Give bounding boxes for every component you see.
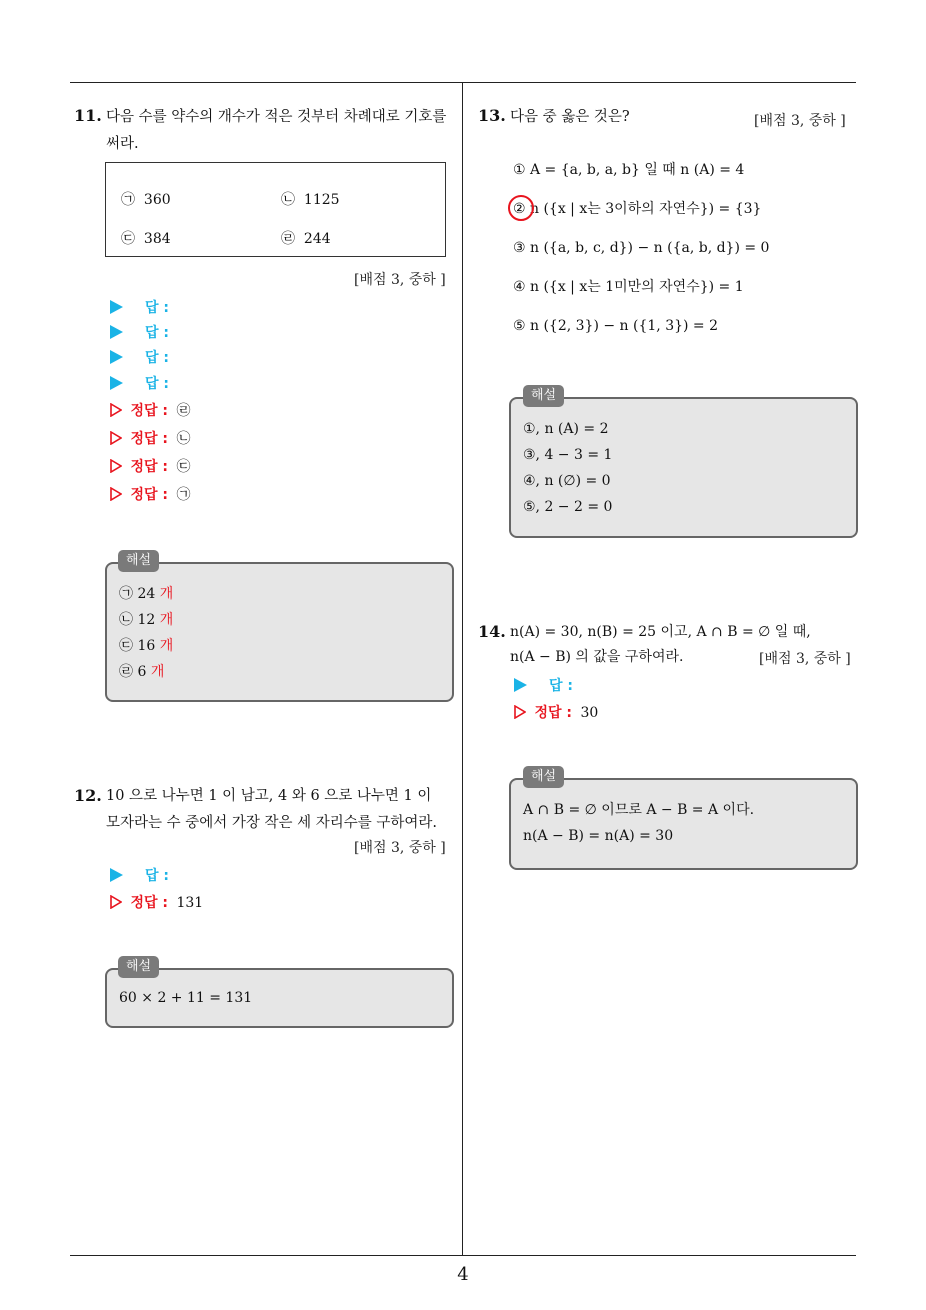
top-rule [70,82,856,83]
triangle-outline-icon [110,431,122,445]
correct-answer-row: 정답 : ㉡ [110,428,190,450]
correct-answer-row: 정답 : 30 [514,702,598,724]
question-text: 모자라는 수 중에서 가장 작은 세 자리수를 구하여라. [106,815,438,831]
correct-answer-row: 정답 : ㉠ [110,484,190,506]
question-text: 다음 중 옳은 것은? [510,109,630,125]
option-4[interactable]: ④ n ({x | x는 1미만의 자연수}) = 1 [513,279,744,295]
question-text: 다음 수를 약수의 개수가 적은 것부터 차례대로 기호를 [106,109,447,125]
explanation-tag: 해설 [523,385,564,407]
question-number: 11. [74,106,102,125]
explanation-line: n(A − B) = n(A) = 30 [523,828,674,844]
answer-row[interactable]: 답 : [110,373,169,395]
triangle-icon [110,868,123,882]
triangle-icon [514,678,527,692]
question-number: 12. [74,786,102,805]
answer-row[interactable]: 답 : [110,297,169,319]
choices-box [105,162,446,257]
explanation-line: ①, n (A) = 2 [523,421,609,437]
question-number: 14. [478,622,506,641]
question-text: n(A) = 30, n(B) = 25 이고, A ∩ B = ∅ 일 때, [510,624,811,640]
explanation-line: A ∩ B = ∅ 이므로 A − B = A 이다. [523,802,755,818]
answer-row[interactable]: 답 : [110,347,169,369]
option-2[interactable]: ② n ({x | x는 3이하의 자연수}) = {3} [513,201,762,217]
choice-d: ㉣ 244 [281,231,331,247]
question-text: 써라. [106,136,139,152]
explanation-line: ㉣ 6 개 [119,664,165,680]
explanation-box [105,968,454,1028]
answer-row[interactable]: 답 : [110,322,169,344]
triangle-outline-icon [110,895,122,909]
triangle-icon [110,325,123,339]
triangle-outline-icon [110,459,122,473]
question-text: 10 으로 나누면 1 이 남고, 4 와 6 으로 나누면 1 이 [106,788,432,804]
score-label: [배점 3, 중하 ] [354,272,446,288]
triangle-outline-icon [514,705,526,719]
question-number: 13. [478,106,506,125]
correct-answer-row: 정답 : ㉢ [110,456,190,478]
option-3[interactable]: ③ n ({a, b, c, d}) − n ({a, b, d}) = 0 [513,240,770,256]
explanation-line: ⑤, 2 − 2 = 0 [523,499,613,515]
choice-b: ㉡ 1125 [281,192,340,208]
explanation-tag: 해설 [118,956,159,978]
explanation-tag: 해설 [118,550,159,572]
score-label: [배점 3, 중하 ] [354,840,446,856]
explanation-line: ㉡ 12 개 [119,612,174,628]
correct-answer-row: 정답 : 131 [110,892,203,914]
explanation-line: ㉠ 24 개 [119,586,174,602]
explanation-tag: 해설 [523,766,564,788]
explanation-line: ③, 4 − 3 = 1 [523,447,613,463]
triangle-outline-icon [110,403,122,417]
triangle-icon [110,300,123,314]
explanation-line: ④, n (∅) = 0 [523,473,611,489]
explanation-box [509,397,858,538]
answer-row[interactable]: 답 : [514,675,573,697]
score-label: [배점 3, 중하 ] [754,113,846,129]
explanation-line: ㉢ 16 개 [119,638,174,654]
explanation-line: 60 × 2 + 11 = 131 [119,990,253,1006]
triangle-icon [110,376,123,390]
option-5[interactable]: ⑤ n ({2, 3}) − n ({1, 3}) = 2 [513,318,719,334]
triangle-outline-icon [110,487,122,501]
answer-row[interactable]: 답 : [110,865,169,887]
option-1[interactable]: ① A = {a, b, a, b} 일 때 n (A) = 4 [513,162,745,178]
selected-option-circle [508,195,534,221]
triangle-icon [110,350,123,364]
choice-c: ㉢ 384 [121,231,171,247]
bottom-rule [70,1255,856,1256]
choice-a: ㉠ 360 [121,192,171,208]
column-divider [462,83,463,1256]
score-label: [배점 3, 중하 ] [759,651,851,667]
correct-answer-row: 정답 : ㉣ [110,400,190,422]
explanation-box [105,562,454,702]
question-text: n(A − B) 의 값을 구하여라. [510,649,684,665]
page-number: 4 [457,1264,469,1285]
explanation-box [509,778,858,870]
